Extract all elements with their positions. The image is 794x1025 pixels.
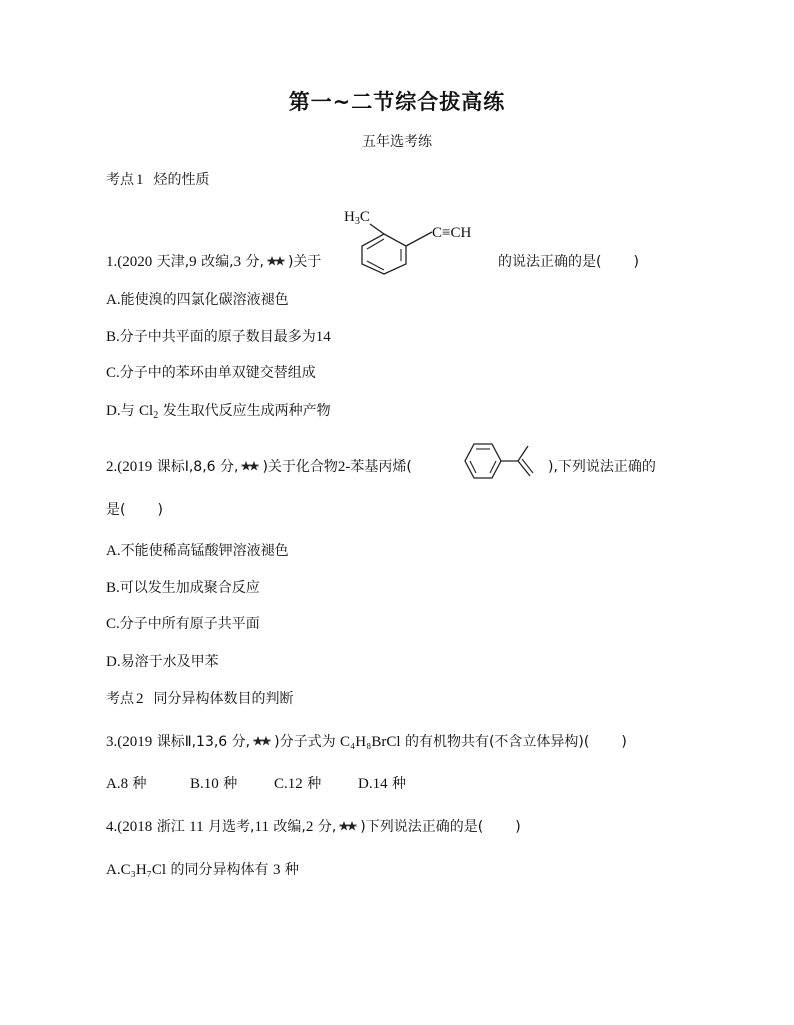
option-text: 不能使稀高锰酸钾溶液褪色 bbox=[120, 543, 289, 559]
q1-score-unit: 分, bbox=[245, 254, 264, 270]
q1-option-b bbox=[106, 327, 331, 347]
q4-source-note: 改编, bbox=[273, 819, 306, 835]
option-formula: C₃H₇Cl bbox=[120, 862, 167, 878]
q2-ask: ),下列说法正确的 bbox=[548, 459, 656, 475]
q1-option-d bbox=[106, 401, 331, 421]
option-letter: C. bbox=[106, 616, 120, 632]
q2-score-unit: 分, bbox=[220, 459, 239, 475]
q3-option-c bbox=[274, 774, 321, 794]
structure-2-phenylpropene bbox=[456, 440, 548, 482]
section-number: 2 bbox=[136, 691, 144, 707]
option-text: 分子中所有原子共平面 bbox=[119, 616, 260, 632]
q3-option-b bbox=[190, 774, 237, 794]
q3-year: 3.(2019 bbox=[106, 734, 153, 750]
section-name: 烃的性质 bbox=[153, 172, 210, 188]
option-letter: C.12 bbox=[274, 776, 303, 792]
question-2-stem bbox=[106, 457, 412, 477]
q4-ask: )下列说法正确的是( bbox=[360, 819, 484, 835]
option-letter: B. bbox=[106, 329, 120, 345]
option-text-2: 发生取代反应生成两种产物 bbox=[162, 403, 331, 419]
option-text-2: 种 bbox=[284, 862, 299, 878]
q1-option-c bbox=[106, 363, 316, 383]
q2-option-c bbox=[106, 614, 260, 634]
difficulty-stars-icon bbox=[250, 734, 274, 748]
section-heading-1 bbox=[106, 169, 210, 189]
option-letter: B.10 bbox=[190, 776, 219, 792]
page-subtitle: 五年选考练 bbox=[362, 134, 432, 150]
difficulty-stars-icon bbox=[336, 819, 360, 833]
option-number: 3 bbox=[272, 862, 281, 878]
option-text: 能使溴的四氯化碳溶液褪色 bbox=[120, 292, 289, 308]
section-number: 1 bbox=[136, 172, 144, 188]
svg-text:C≡CH: C≡CH bbox=[432, 225, 472, 241]
q1-source: 天津, bbox=[156, 254, 190, 270]
section-heading-2 bbox=[106, 688, 294, 708]
q2-compound-name: 苯基丙烯( bbox=[350, 459, 412, 475]
difficulty-stars-icon bbox=[238, 459, 262, 473]
q1-score: 3 bbox=[233, 254, 242, 270]
question-1-tail bbox=[498, 252, 639, 272]
q1-option-a bbox=[106, 290, 289, 310]
option-letter: B. bbox=[106, 580, 120, 596]
q2-year: 2.(2019 bbox=[106, 459, 153, 475]
q4-paren-close: ) bbox=[515, 819, 521, 835]
q1-year: 1.(2020 bbox=[106, 254, 153, 270]
q3-score-unit: 分, bbox=[231, 734, 251, 750]
q4-score-unit: 分, bbox=[317, 819, 337, 835]
option-letter: A.8 bbox=[106, 776, 129, 792]
q4-score: 2 bbox=[305, 819, 314, 835]
option-text: 易溶于水及甲苯 bbox=[120, 654, 219, 670]
section-name: 同分异构体数目的判断 bbox=[153, 691, 294, 707]
option-letter: D. bbox=[106, 403, 121, 419]
option-letter: C. bbox=[106, 365, 120, 381]
q2-paren-close: ) bbox=[157, 502, 163, 518]
question-2-line-2 bbox=[106, 500, 163, 520]
question-3-stem bbox=[106, 732, 627, 752]
option-letter: A. bbox=[106, 543, 121, 559]
option-number: 14 bbox=[315, 329, 331, 345]
q2-option-a bbox=[106, 541, 289, 561]
q1-intro: )关于 bbox=[287, 254, 322, 270]
q3-formula: C₄H₈BrCl bbox=[340, 734, 401, 750]
q2-option-d bbox=[106, 652, 219, 672]
q4-source: 浙江 bbox=[156, 819, 185, 835]
q4-exam: 月选考, bbox=[208, 819, 255, 835]
chlorine-formula: $Cl_2$ bbox=[139, 403, 159, 421]
option-text: 分子中共平面的原子数目最多为 bbox=[119, 329, 316, 345]
question-2-tail bbox=[548, 457, 656, 477]
option-text: 种 bbox=[223, 776, 238, 792]
section-label: 考点 bbox=[106, 691, 134, 707]
q3-option-a bbox=[106, 774, 147, 794]
q2-ask-cont: 是( bbox=[106, 502, 126, 518]
option-letter: A. bbox=[106, 862, 121, 878]
q3-option-d bbox=[358, 774, 406, 794]
q1-question-number: 9 bbox=[189, 254, 197, 270]
option-letter: A. bbox=[106, 292, 121, 308]
question-1-stem bbox=[106, 252, 321, 272]
q3-source: 课标Ⅱ,13,6 bbox=[156, 734, 228, 750]
q1-ask: 的说法正确的是( bbox=[498, 254, 602, 270]
option-text: 种 bbox=[132, 776, 147, 792]
difficulty-stars-icon bbox=[264, 254, 288, 268]
question-4-stem bbox=[106, 817, 521, 837]
structure-3-methylphenylacetylene bbox=[340, 200, 500, 275]
q4-year: 4.(2018 bbox=[106, 819, 153, 835]
q1-source-note: 改编, bbox=[201, 254, 234, 270]
q3-intro: )分子式为 bbox=[274, 734, 336, 750]
q1-paren-close: ) bbox=[633, 254, 639, 270]
option-text: 种 bbox=[392, 776, 407, 792]
option-letter: D. bbox=[106, 654, 121, 670]
q4-option-a bbox=[106, 860, 299, 880]
q3-ask: 的有机物共有(不含立体异构)( bbox=[404, 734, 590, 750]
option-text: 种 bbox=[307, 776, 322, 792]
option-text: 的同分异构体有 bbox=[170, 862, 269, 878]
q3-paren-close: ) bbox=[621, 734, 627, 750]
q4-month: 11 bbox=[189, 819, 204, 835]
option-text: 分子中的苯环由单双键交替组成 bbox=[119, 365, 316, 381]
q2-source: 课标Ⅰ,8,6 bbox=[156, 459, 216, 475]
q4-question-number: 11 bbox=[254, 819, 269, 835]
section-label: 考点 bbox=[106, 172, 134, 188]
q2-option-b bbox=[106, 578, 260, 598]
q2-intro: )关于化合物 bbox=[262, 459, 338, 475]
option-text: 与 bbox=[120, 403, 135, 419]
q2-locant: 2- bbox=[337, 459, 351, 475]
option-letter: D.14 bbox=[358, 776, 388, 792]
svg-text:H3C: $H_3C$ bbox=[344, 209, 370, 227]
option-text: 可以发生加成聚合反应 bbox=[119, 580, 260, 596]
page-title: 第一~二节综合拔高练 bbox=[288, 90, 506, 114]
